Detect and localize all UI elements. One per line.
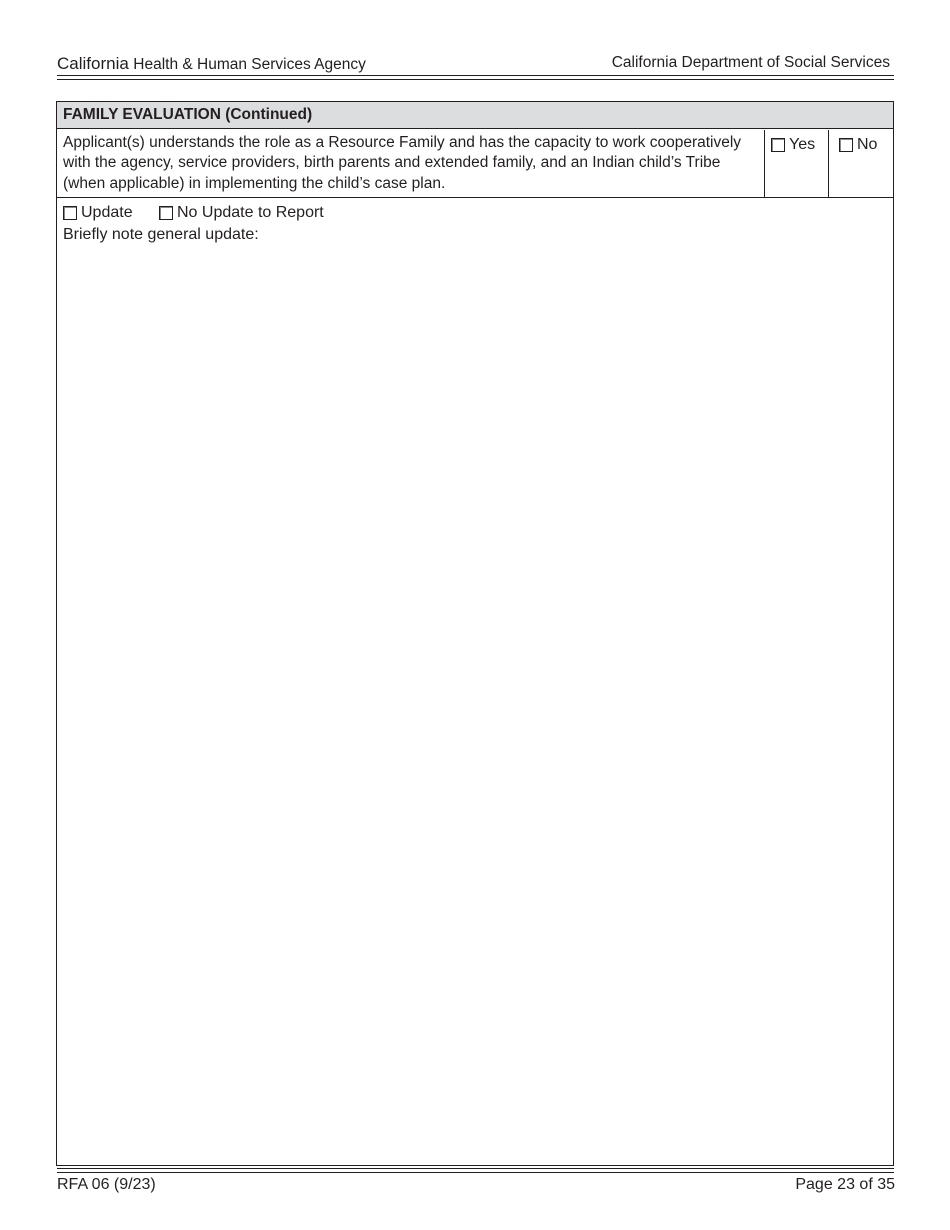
section-title: FAMILY EVALUATION (Continued) [63, 106, 313, 123]
header-state: California [57, 54, 129, 73]
question-text: Applicant(s) understands the role as a Resource Family and has the capacity to work cooperatively with the agency, service providers, birth parents and extended family, and an Indian child’s Tribe (when applicable) in implementing the child’s case plan. [63, 133, 742, 192]
footer-divider [57, 1168, 894, 1169]
no-checkbox-icon[interactable] [839, 138, 853, 152]
update-option[interactable] [63, 204, 133, 222]
yes-option[interactable] [771, 136, 815, 154]
form-id: RFA 06 (9/23) [57, 1176, 156, 1193]
header-agency-name: Health & Human Services Agency [133, 56, 366, 73]
section-header [57, 102, 893, 129]
no-update-checkbox-icon[interactable] [159, 206, 173, 220]
question-row [57, 130, 893, 198]
no-option[interactable] [839, 136, 877, 154]
update-checkbox-icon[interactable] [63, 206, 77, 220]
form-section [56, 101, 894, 1166]
header-agency [57, 54, 366, 74]
notes-field[interactable] [63, 248, 883, 1153]
column-divider [828, 130, 829, 197]
page-header [57, 51, 894, 73]
page-number: Page 23 of 35 [795, 1176, 895, 1193]
header-divider [57, 75, 894, 76]
header-department: California Department of Social Services [611, 54, 890, 71]
no-update-label: No Update to Report [177, 204, 324, 221]
no-label: No [857, 135, 878, 153]
yes-label: Yes [789, 135, 816, 153]
no-update-option[interactable] [159, 204, 324, 222]
yes-checkbox-icon[interactable] [771, 138, 785, 152]
header-divider [57, 79, 894, 80]
column-divider [764, 130, 765, 197]
note-label: Briefly note general update: [63, 226, 259, 243]
footer-divider [57, 1172, 894, 1173]
update-label: Update [81, 204, 133, 221]
page-footer [57, 1176, 895, 1196]
